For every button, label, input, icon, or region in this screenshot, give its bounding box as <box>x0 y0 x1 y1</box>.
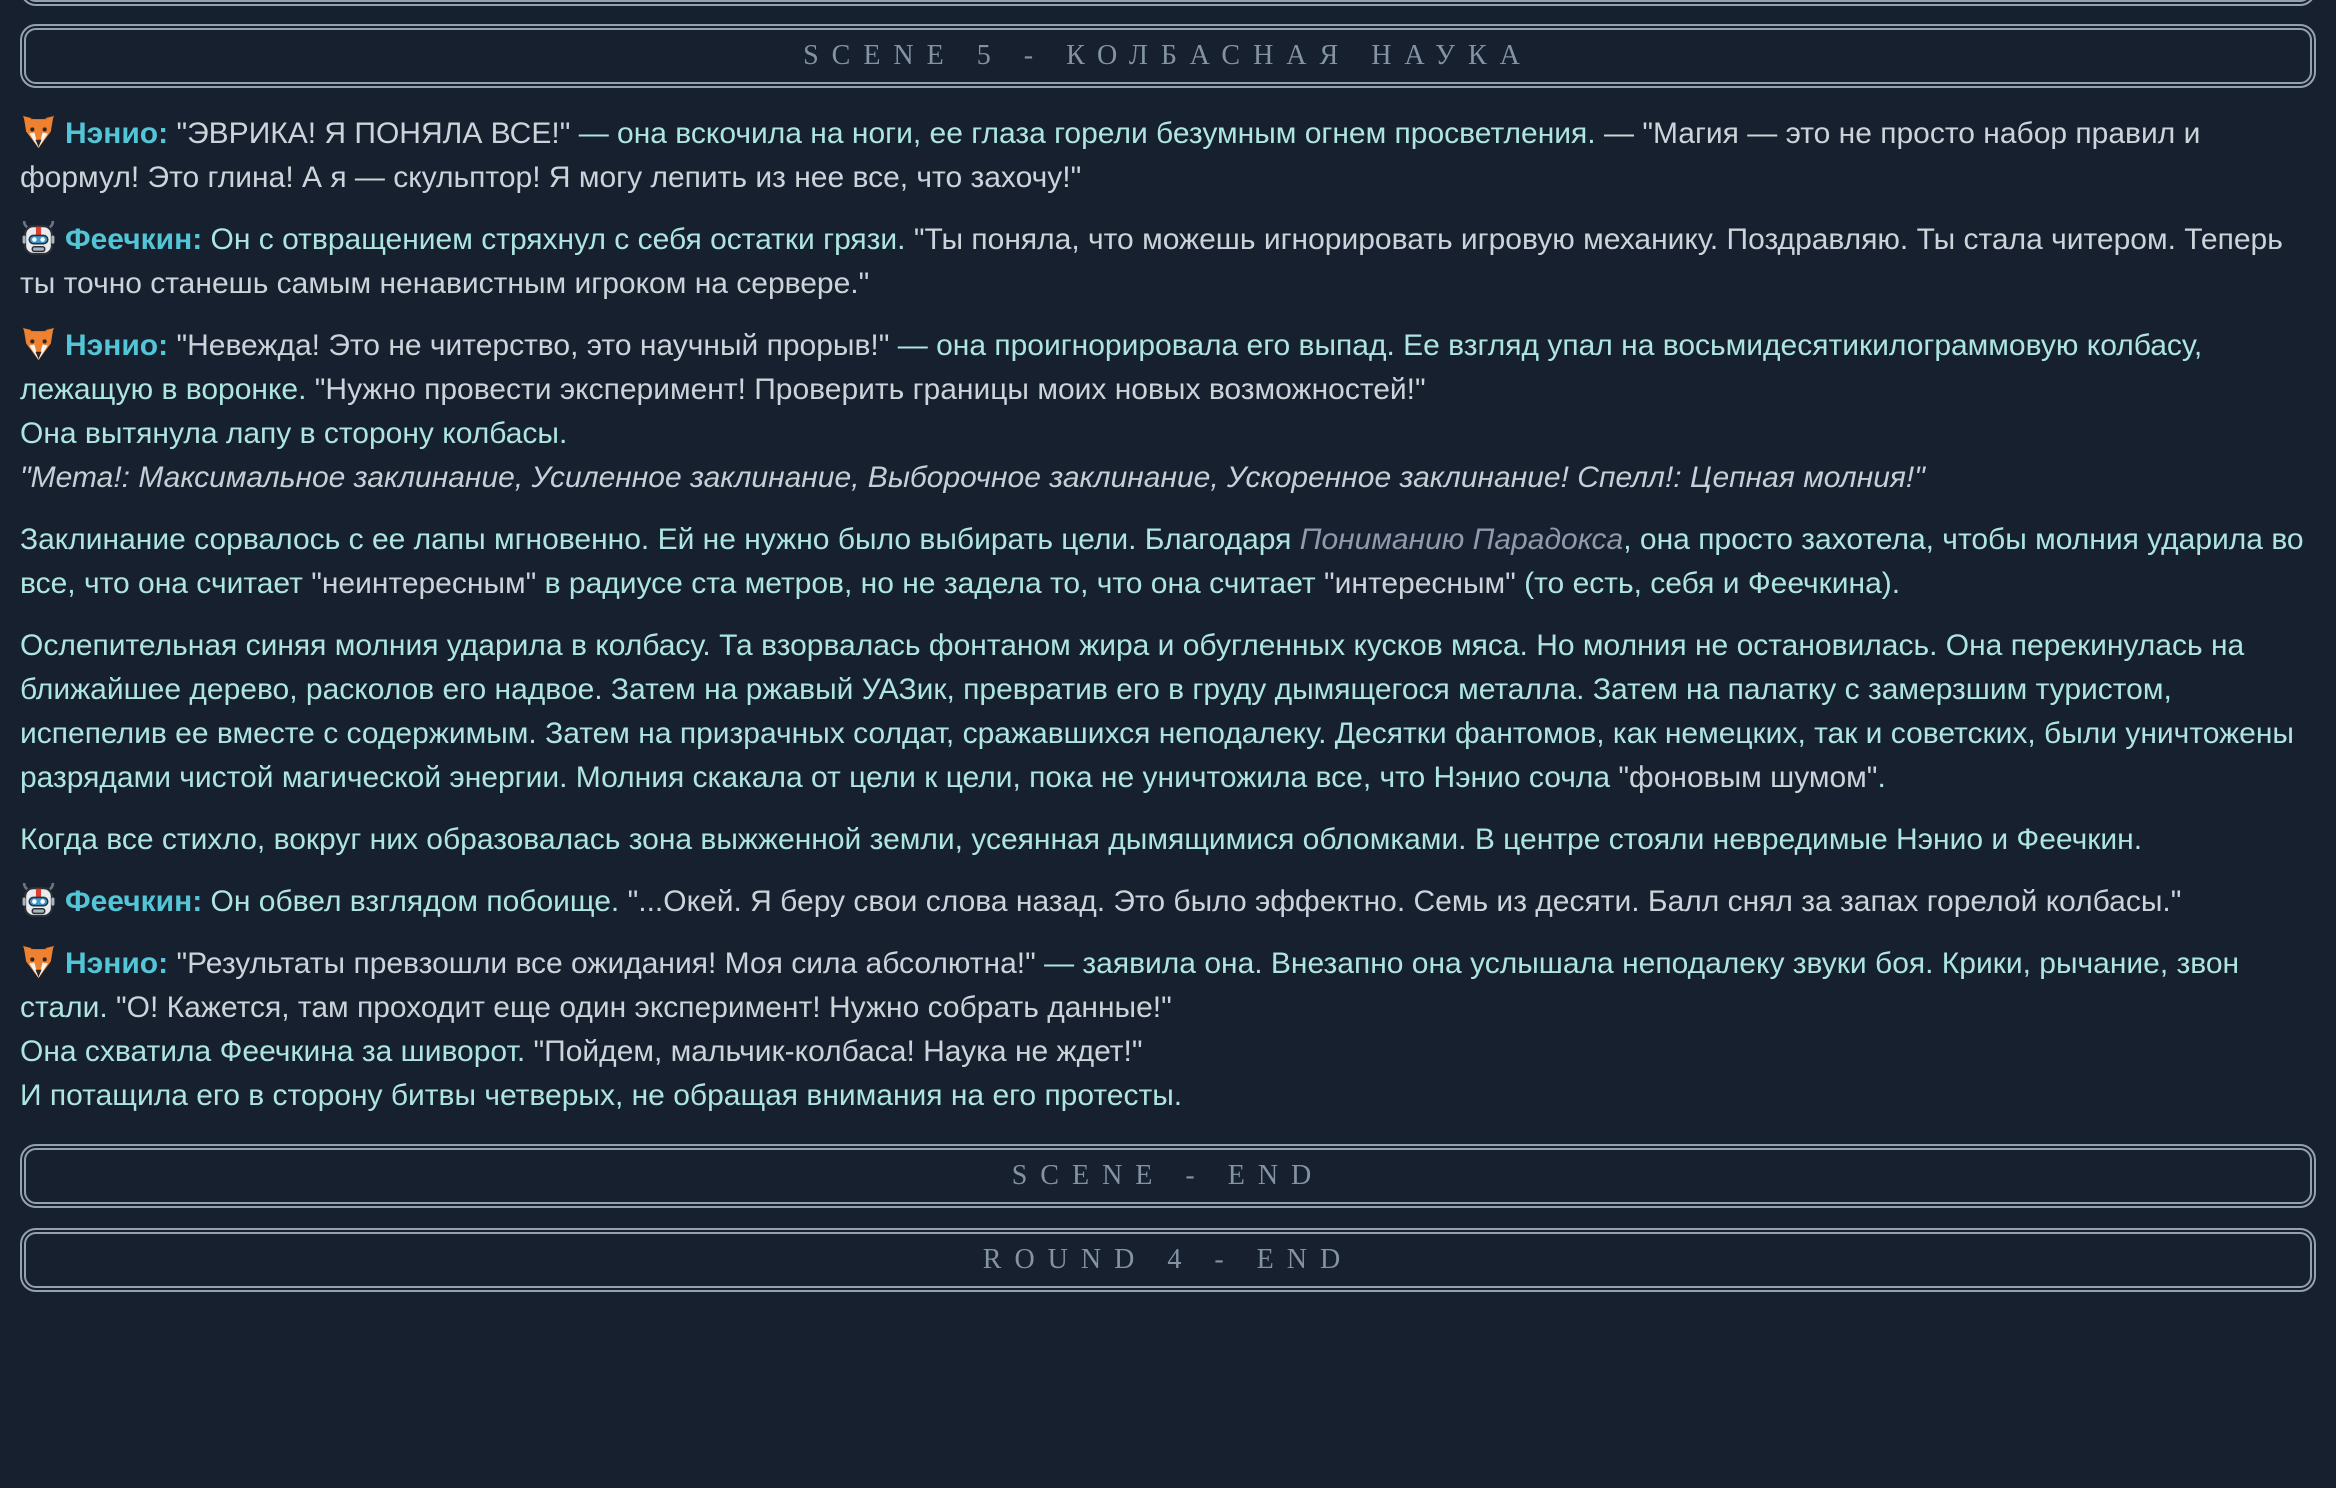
text-segment-action: в радиусе ста метров, но не задела то, что она считает <box>536 567 1324 600</box>
text-segment-name: Нэнио: <box>65 329 169 362</box>
scene-end-box <box>20 1144 2316 1208</box>
scene-header-box <box>20 24 2316 88</box>
scene-end-title: SCENE - END <box>1011 1160 1325 1191</box>
previous-box-bottom-edge <box>20 0 2316 6</box>
robot-icon <box>20 881 57 918</box>
text-segment-name: Нэнио: <box>65 117 169 150</box>
text-segment-quote: "О! Кажется, там проходит еще один эксперимент! Нужно собрать данные!" <box>116 991 1172 1024</box>
text-segment-feat: Пониманию Парадокса <box>1299 523 1624 556</box>
text-segment-spell: "Мета!: Максимальное заклинание, Усиленное заклинание, Выборочное заклинание, Ускоренное заклинание! Спелл!: Цепная молния!" <box>20 461 1925 494</box>
fox-icon <box>20 113 57 150</box>
paragraph <box>20 942 2316 1118</box>
text-segment-quote: "Нужно провести эксперимент! Проверить границы моих новых возможностей!" <box>314 373 1426 406</box>
scene-header-title: SCENE 5 - КОЛБАСНАЯ НАУКА <box>803 40 1533 71</box>
text-segment-action: Он обвел взглядом побоище. <box>202 885 628 918</box>
text-segment-quote: "...Окей. Я беру свои слова назад. Это было эффектно. Семь из десяти. Балл снял за запах горелой колбасы." <box>627 885 2182 918</box>
text-segment-action: Она вытянула лапу в сторону колбасы. <box>20 417 568 450</box>
text-segment-action: , она просто захотела, чтобы молния ударила во все, что она считает <box>20 523 2304 600</box>
text-segment-action: Заклинание сорвалось с ее лапы мгновенно. Ей не нужно было выбирать цели. Благодаря <box>20 523 1300 556</box>
fox-icon <box>20 325 57 362</box>
text-segment-action: — заявила она. Внезапно она услышала неподалеку звуки боя. Крики, рычание, звон стали. <box>20 947 2240 1024</box>
text-segment-name: Нэнио: <box>65 947 169 980</box>
fox-icon <box>20 943 57 980</box>
text-segment-quote: "Невежда! Это не читерство, это научный прорыв!" <box>168 329 898 362</box>
text-segment-quote: "неинтересным" <box>311 567 537 600</box>
paragraphs-container <box>20 112 2316 1118</box>
text-segment-name: Феечкин: <box>65 885 203 918</box>
robot-icon <box>20 219 57 256</box>
paragraph <box>20 324 2316 500</box>
text-segment-action: — она проигнорировала его выпад. Ее взгляд упал на восьмидесятикилограммовую колбасу, лежащую в воронке. <box>20 329 2203 406</box>
paragraph <box>20 818 2316 862</box>
paragraph <box>20 112 2316 200</box>
text-segment-quote: "интересным" <box>1323 567 1516 600</box>
paragraph <box>20 218 2316 306</box>
text-segment-action: И потащила его в сторону битвы четверых, не обращая внимания на его протесты. <box>20 1079 1183 1112</box>
text-segment-action: — она вскочила на ноги, ее глаза горели безумным огнем просветления. <box>578 117 1604 150</box>
paragraph <box>20 518 2316 606</box>
text-segment-action: (то есть, себя и Феечкина). <box>1515 567 1901 600</box>
round-end-title: ROUND 4 - END <box>982 1244 1354 1275</box>
round-end-box <box>20 1228 2316 1292</box>
text-segment-quote: "Результаты превзошли все ожидания! Моя сила абсолютна!" <box>168 947 1045 980</box>
text-segment-quote: "ЭВРИКА! Я ПОНЯЛА ВСЕ!" <box>168 117 579 150</box>
text-segment-action: Он с отвращением стряхнул с себя остатки грязи. <box>202 223 914 256</box>
text-segment-quote: "Пойдем, мальчик-колбаса! Наука не ждет!" <box>533 1035 1143 1068</box>
text-segment-action: Ослепительная синяя молния ударила в колбасу. Та взорвалась фонтаном жира и обугленных кусков мяса. Но молния не остановилась. Она перекинулась на ближайшее дерево, расколов его надвое. Затем на ржавый УАЗик, превратив его в груду дымящегося металла. Затем на палатку с замерзшим туристом, испепелив ее вместе с содержимым. Затем на призрачных солдат, сражавшихся неподалеку. Десятки фантомов, как немецких, так и советских, были уничтожены разрядами чистой магической энергии. Молния скакала от цели к цели, пока не уничтожила все, что Нэнио сочла <box>20 629 2294 794</box>
paragraph <box>20 880 2316 924</box>
text-segment-action: . <box>1877 761 1886 794</box>
text-segment-quote: "фоновым шумом" <box>1618 761 1878 794</box>
text-segment-action: Когда все стихло, вокруг них образовалась зона выжженной земли, усеянная дымящимися обломками. В центре стояли невредимые Нэнио и Феечкин. <box>20 823 2143 856</box>
paragraph <box>20 624 2316 800</box>
text-segment-quote: "Ты поняла, что можешь игнорировать игровую механику. Поздравляю. Ты стала читером. Теперь ты точно станешь самым ненавистным игроком на сервере." <box>20 223 2283 300</box>
text-segment-name: Феечкин: <box>65 223 203 256</box>
text-segment-action: Она схватила Феечкина за шиворот. <box>20 1035 534 1068</box>
text-segment-quote: — "Магия — это не просто набор правил и формул! Это глина! А я — скульптор! Я могу лепить из нее все, что захочу!" <box>20 117 2201 194</box>
